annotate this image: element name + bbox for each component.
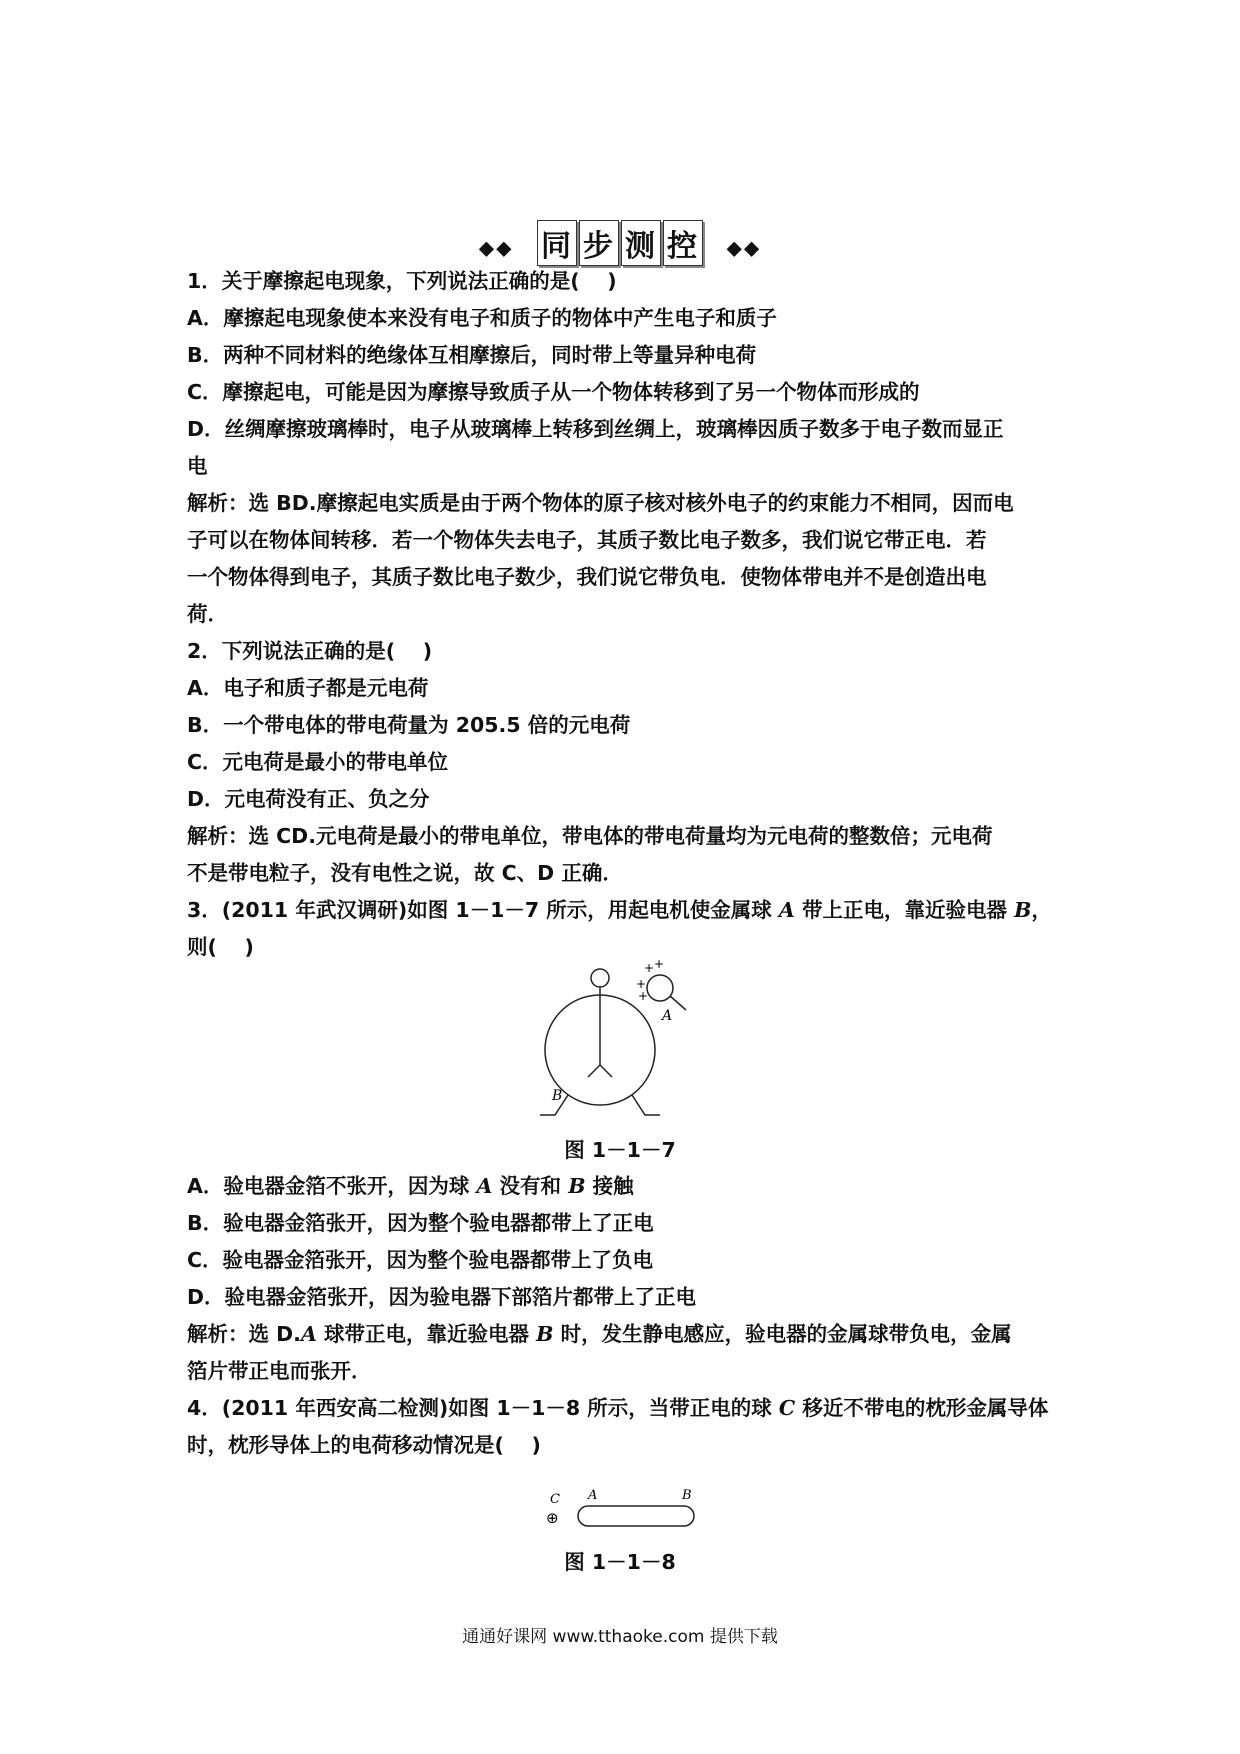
q3-analysis-text: 时，发生静电感应，验电器的金属球带负电，金属 — [553, 1322, 1012, 1346]
charge-plus: + — [638, 989, 649, 1003]
sphere-a-rod — [670, 996, 686, 1010]
q3-stem-text: ， — [1031, 898, 1052, 922]
q2-analysis-line2: 不是带电粒子，没有电性之说，故 C、D 正确． — [187, 861, 623, 885]
q3-option-a — [187, 1168, 1067, 1205]
electroscope-knob — [591, 969, 609, 987]
section-title — [0, 220, 1240, 266]
label-a: A — [662, 1008, 673, 1024]
var-a: A — [476, 1174, 493, 1198]
leaf-right — [600, 1065, 612, 1077]
leg-right — [632, 1095, 660, 1115]
q4-stem-text: 4．(2011 年西安高二检测)如图 1－1－8 所示，当带正电的球 — [187, 1396, 779, 1420]
leaf-left — [588, 1065, 600, 1077]
var-a: A — [300, 1322, 317, 1346]
q3-option-a-text: 没有和 — [492, 1174, 569, 1198]
q1-option-a: A．摩擦起电现象使本来没有电子和质子的物体中产生电子和质子 — [187, 306, 777, 330]
label-c: C — [550, 1492, 560, 1507]
charge-plus: + — [654, 960, 665, 971]
diamond-deco-right-icon: ◆◆ — [726, 235, 762, 260]
label-b: B — [552, 1088, 563, 1104]
charge-plus: + — [644, 961, 655, 975]
q4-stem-text: 移近不带电的枕形金属导体 — [795, 1396, 1049, 1420]
q3-option-c: C．验电器金箔张开，因为整个验电器都带上了负电 — [187, 1248, 654, 1272]
q2-option-a: A．电子和质子都是元电荷 — [187, 676, 429, 700]
var-b: B — [536, 1322, 554, 1346]
q3-option-a-text: 接触 — [585, 1174, 634, 1198]
q1-option-b: B．两种不同材料的绝缘体互相摩擦后，同时带上等量异种电荷 — [187, 343, 757, 367]
q3-stem-line2: 则( ) — [187, 935, 254, 959]
q3-stem-line1 — [187, 892, 1067, 929]
label-b: B — [682, 1488, 692, 1503]
figure-1-1-7 — [540, 960, 720, 1130]
q2-analysis-line1: 解析：选 CD.元电荷是最小的带电单位，带电体的带电荷量均为元电荷的整数倍；元电荷 — [187, 824, 993, 848]
q1-option-d-line1: D．丝绸摩擦玻璃棒时，电子从玻璃棒上转移到丝绸上，玻璃棒因质子数多于电子数而显正 — [187, 417, 1004, 441]
q3-analysis-text: 球带正电，靠近验电器 — [316, 1322, 537, 1346]
title-char: 测 — [621, 220, 661, 266]
section-title-text — [536, 220, 704, 266]
title-char: 步 — [579, 220, 619, 266]
title-char: 控 — [663, 220, 703, 266]
var-b: B — [1014, 898, 1032, 922]
q3-stem-text: 3．(2011 年武汉调研)如图 1－1－7 所示，用起电机使金属球 — [187, 898, 779, 922]
charge-plus: + — [636, 977, 647, 991]
figure-caption-1-1-7: 图 1－1－7 — [564, 1138, 676, 1162]
q3-option-d: D．验电器金箔张开，因为验电器下部箔片都带上了正电 — [187, 1285, 697, 1309]
footer-source: 通通好课网 www.tthaoke.com 提供下载 — [462, 1627, 778, 1647]
sphere-a — [647, 975, 673, 1001]
q3-stem-text: 带上正电，靠近验电器 — [794, 898, 1015, 922]
q1-analysis-line4: 荷． — [187, 602, 228, 626]
figure-1-1-8 — [540, 1485, 710, 1535]
var-b: B — [568, 1174, 586, 1198]
var-a: A — [778, 898, 795, 922]
q3-option-b: B．验电器金箔张开，因为整个验电器都带上了正电 — [187, 1211, 654, 1235]
q2-option-d: D．元电荷没有正、负之分 — [187, 787, 430, 811]
q1-analysis-line1: 解析：选 BD.摩擦起电实质是由于两个物体的原子核对核外电子的约束能力不相同，因而电 — [187, 491, 1014, 515]
q3-analysis-line1 — [187, 1316, 1067, 1353]
q1-option-c: C．摩擦起电，可能是因为摩擦导致质子从一个物体转移到了另一个物体而形成的 — [187, 380, 920, 404]
diamond-deco-left-icon: ◆◆ — [478, 235, 514, 260]
q3-option-a-text: A．验电器金箔不张开，因为球 — [187, 1174, 477, 1198]
q2-option-c: C．元电荷是最小的带电单位 — [187, 750, 449, 774]
figure-caption-1-1-8: 图 1－1－8 — [564, 1550, 676, 1574]
q2-stem: 2．下列说法正确的是( ) — [187, 639, 433, 663]
pillow-conductor — [578, 1506, 694, 1526]
q3-analysis-line2: 箔片带正电而张开． — [187, 1359, 372, 1383]
label-a: A — [588, 1488, 598, 1503]
charged-sphere-c-icon: ⊕ — [546, 1509, 559, 1527]
q4-stem-line2: 时，枕形导体上的电荷移动情况是( ) — [187, 1433, 541, 1457]
q4-stem-line1 — [187, 1390, 1067, 1427]
q2-option-b: B．一个带电体的带电荷量为 205.5 倍的元电荷 — [187, 713, 631, 737]
q1-analysis-line2: 子可以在物体间转移．若一个物体失去电子，其质子数比电子数多，我们说它带正电．若 — [187, 528, 987, 552]
var-c: C — [778, 1396, 796, 1420]
q1-analysis-line3: 一个物体得到电子，其质子数比电子数少，我们说它带负电．使物体带电并不是创造出电 — [187, 565, 987, 589]
q3-analysis-text: 解析：选 D. — [187, 1322, 301, 1346]
title-char: 同 — [537, 220, 577, 266]
q1-option-d-line2: 电 — [187, 454, 208, 478]
q1-stem: 1．关于摩擦起电现象，下列说法正确的是( ) — [187, 269, 617, 293]
